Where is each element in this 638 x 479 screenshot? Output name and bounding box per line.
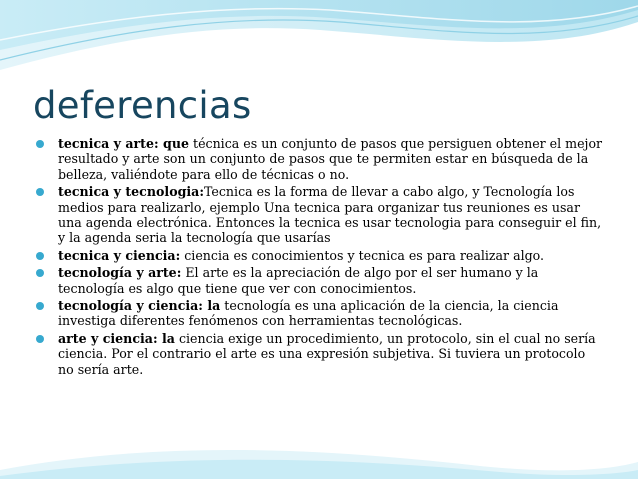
circle-bullet-icon xyxy=(36,269,44,277)
list-item xyxy=(33,136,603,182)
list-item xyxy=(33,331,603,377)
bullet-text: El arte es la apreciación de algo por el ser humano y la tecnología es algo que tiene que ver con conocimientos. xyxy=(58,265,539,296)
circle-bullet-icon xyxy=(36,188,44,196)
bullet-list xyxy=(33,136,603,379)
bullet-text: tecnología es una aplicación de la ciencia, la ciencia investiga diferentes fenómenos con herramientas tecnológicas. xyxy=(58,298,559,329)
bullet-text: ciencia es conocimientos y tecnica es para realizar algo. xyxy=(180,247,545,263)
bullet-term: tecnología y arte: xyxy=(58,265,182,281)
list-item xyxy=(33,298,603,329)
circle-bullet-icon xyxy=(36,252,44,260)
slide-title: deferencias xyxy=(33,84,252,127)
circle-bullet-icon xyxy=(36,302,44,310)
bullet-text: técnica es un conjunto de pasos que persiguen obtener el mejor resultado y arte son un conjunto de pasos que te permiten estar en búsqueda de la belleza, valiéndote para ello de técnicas o no. xyxy=(58,136,603,182)
bullet-text: Tecnica es la forma de llevar a cabo algo, y Tecnología los medios para realizarlo, ejemplo Una tecnica para organizar tus reuniones es usar una agenda electrónica. Entonces la tecnica es usar tecnologia para conseguir el fin, y la agenda seria la tecnología que usarías xyxy=(58,184,602,246)
circle-bullet-icon xyxy=(36,335,44,343)
list-item xyxy=(33,248,603,263)
bullet-term: tecnica y tecnologia: xyxy=(58,184,204,200)
bullet-term: tecnica y ciencia: xyxy=(58,247,181,263)
bullet-term: arte y ciencia: la xyxy=(58,330,175,346)
circle-bullet-icon xyxy=(36,140,44,148)
list-item xyxy=(33,265,603,296)
bullet-text: ciencia exige un procedimiento, un protocolo, sin el cual no sería ciencia. Por el contrario el arte es una expresión subjetiva. Si tuviera un protocolo no sería arte. xyxy=(58,330,596,377)
bullet-term: tecnología y ciencia: la xyxy=(58,298,221,314)
bullet-term: tecnica y arte: que xyxy=(58,136,189,151)
list-item xyxy=(33,184,603,246)
